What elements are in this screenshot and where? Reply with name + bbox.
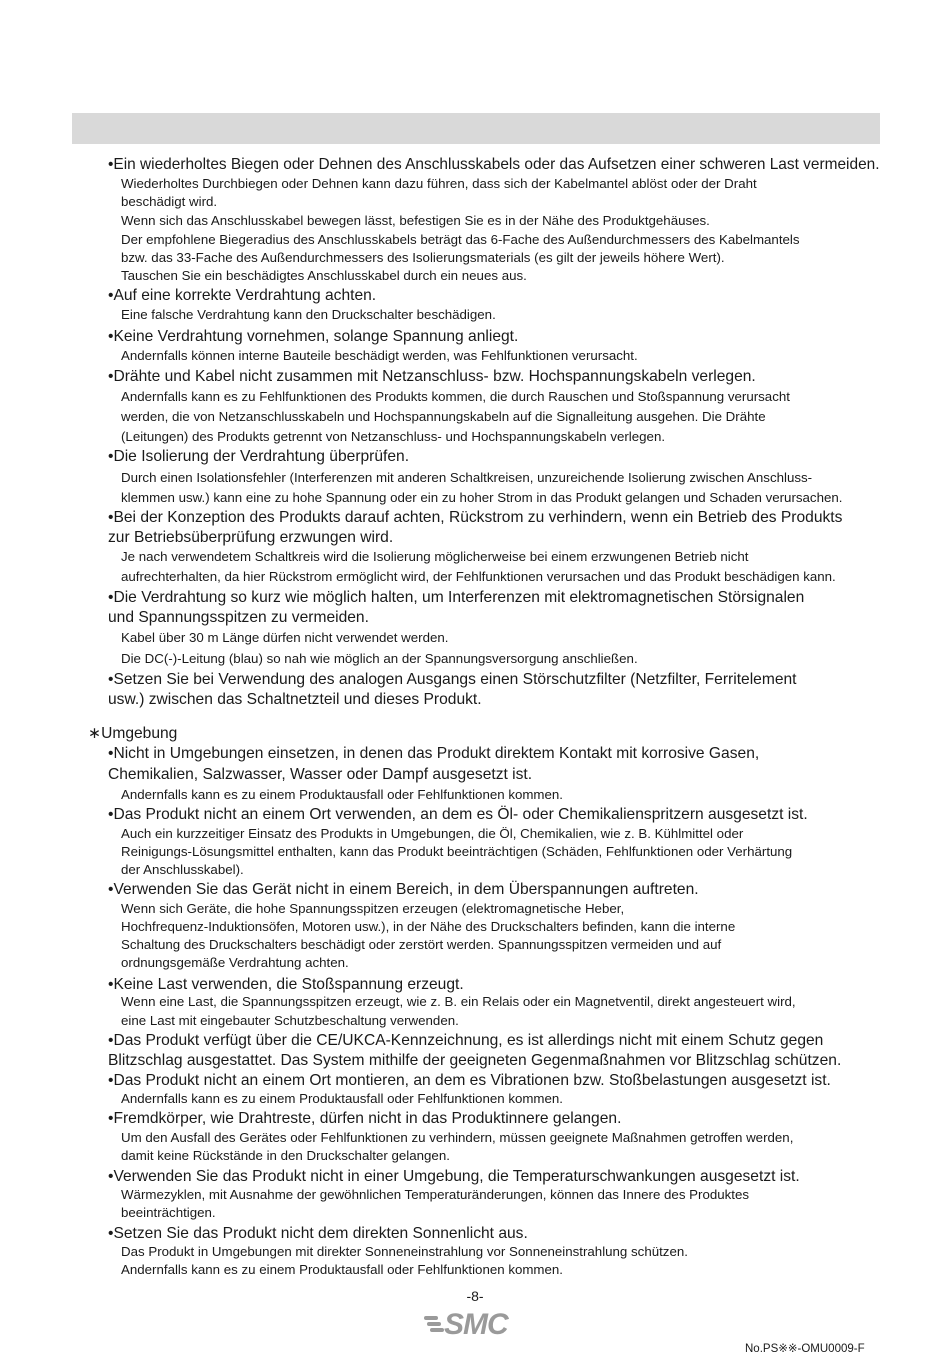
bullet-heading: zur Betriebsüberprüfung erzwungen wird. [108, 529, 394, 546]
body-text: Andernfalls können interne Bauteile beschädigt werden, was Fehlfunktionen verursacht. [121, 348, 638, 363]
body-text: Reinigungs-Lösungsmittel enthalten, kann das Produkt beeinträchtigen (Schäden, Fehlfunktionen oder Verhärtung [121, 844, 793, 859]
document-number: No.PS※※-OMU0009-F [745, 1343, 865, 1355]
body-text: Wenn sich Geräte, die hohe Spannungsspitzen erzeugen (elektromagnetische Heber, [121, 901, 625, 916]
body-text: Wärmezyklen, mit Ausnahme der gewöhnlichen Temperaturänderungen, können das Innere des Produktes [121, 1187, 750, 1202]
page-number: -8- [466, 1288, 484, 1304]
bullet-heading: •Keine Verdrahtung vornehmen, solange Spannung anliegt. [108, 328, 519, 345]
logo-text: SMC [444, 1308, 508, 1339]
body-text: Kabel über 30 m Länge dürfen nicht verwendet werden. [121, 630, 449, 645]
body-text: Wiederholtes Durchbiegen oder Dehnen kann dazu führen, dass sich der Kabelmantel ablöst oder der Draht [121, 176, 757, 191]
smc-logo-icon [424, 1307, 532, 1339]
body-text: ordnungsgemäße Verdrahtung achten. [121, 955, 349, 970]
body-text: damit keine Rückstände in den Druckschalter gelangen. [121, 1148, 450, 1163]
bullet-heading: •Die Verdrahtung so kurz wie möglich halten, um Interferenzen mit elektromagnetischen Störsignalen [108, 589, 805, 606]
body-text: Wenn sich das Anschlusskabel bewegen lässt, befestigen Sie es in der Nähe des Produktgehäuses. [121, 213, 710, 228]
body-text: Wenn eine Last, die Spannungsspitzen erzeugt, wie z. B. ein Relais oder ein Magnetventil, direkt angesteuert wird, [121, 994, 796, 1009]
body-text: Andernfalls kann es zu einem Produktausfall oder Fehlfunktionen kommen. [121, 1262, 563, 1277]
body-text: Andernfalls kann es zu einem Produktausfall oder Fehlfunktionen kommen. [121, 1091, 563, 1106]
body-text: werden, die von Netzanschlusskabeln und Hochspannungskabeln auf die Signalleitung ausgehen. Die Drähte [121, 409, 766, 424]
bullet-heading: •Auf eine korrekte Verdrahtung achten. [108, 287, 377, 304]
bullet-heading: Chemikalien, Salzwasser, Wasser oder Dampf ausgesetzt ist. [108, 766, 533, 783]
section-header-bar [72, 113, 880, 144]
bullet-heading: •Bei der Konzeption des Produkts darauf achten, Rückstrom zu verhindern, wenn ein Betrieb des Produkts [108, 509, 843, 526]
body-text: Andernfalls kann es zu einem Produktausfall oder Fehlfunktionen kommen. [121, 787, 563, 802]
bullet-heading: •Drähte und Kabel nicht zusammen mit Netzanschluss- bzw. Hochspannungskabeln verlegen. [108, 368, 756, 385]
bullet-heading: •Nicht in Umgebungen einsetzen, in denen das Produkt direktem Kontakt mit korrosive Gasen, [108, 745, 760, 762]
body-text: (Leitungen) des Produkts getrennt von Netzanschluss- und Hochspannungskabeln verlegen. [121, 429, 666, 444]
smc-logo [424, 1307, 532, 1344]
bullet-heading: •Setzen Sie bei Verwendung des analogen Ausgangs einen Störschutzfilter (Netzfilter, Ferritelement [108, 671, 797, 688]
body-text: Der empfohlene Biegeradius des Anschlusskabels beträgt das 6-Fache des Außendurchmessers des Kabelmantels [121, 232, 800, 247]
bullet-heading: •Das Produkt verfügt über die CE/UKCA-Kennzeichnung, es ist allerdings nicht mit einem Schutz gegen [108, 1032, 824, 1049]
bullet-heading: und Spannungsspitzen zu vermeiden. [108, 609, 369, 626]
body-text: bzw. das 33-Fache des Außendurchmessers des Isolierungsmaterials (es gilt der jeweils höhere Wert). [121, 250, 725, 265]
bullet-heading: usw.) zwischen das Schaltnetzteil und dieses Produkt. [108, 691, 482, 708]
bullet-heading: •Keine Last verwenden, die Stoßspannung erzeugt. [108, 976, 464, 993]
section-title: ∗Umgebung [88, 725, 178, 742]
body-text: eine Last mit eingebauter Schutzbeschaltung verwenden. [121, 1013, 459, 1028]
bullet-heading: •Die Isolierung der Verdrahtung überprüfen. [108, 448, 410, 465]
bullet-heading: •Das Produkt nicht an einem Ort verwenden, an dem es Öl- oder Chemikalienspritzern ausgesetzt ist. [108, 806, 808, 823]
bullet-heading: Blitzschlag ausgestattet. Das System mithilfe der geeigneten Gegenmaßnahmen vor Blitzschlag schützen. [108, 1052, 842, 1069]
bullet-heading: •Fremdkörper, wie Drahtreste, dürfen nicht in das Produktinnere gelangen. [108, 1110, 622, 1127]
body-text: Die DC(-)-Leitung (blau) so nah wie möglich an der Spannungsversorgung anschließen. [121, 651, 638, 666]
body-text: klemmen usw.) kann eine zu hohe Spannung oder ein zu hoher Strom in das Produkt gelangen und Schaden verursachen. [121, 490, 843, 505]
body-text: Eine falsche Verdrahtung kann den Druckschalter beschädigen. [121, 307, 496, 322]
body-text: Auch ein kurzzeitiger Einsatz des Produkts in Umgebungen, die Öl, Chemikalien, wie z. B. Kühlmittel oder [121, 826, 744, 841]
body-text: Andernfalls kann es zu Fehlfunktionen des Produkts kommen, die durch Rauschen und Stoßspannung verursacht [121, 389, 790, 404]
body-text: beeinträchtigen. [121, 1205, 216, 1220]
body-text: aufrechterhalten, da hier Rückstrom ermöglicht wird, der Fehlfunktionen verursachen und das Produkt beschädigen kann. [121, 569, 836, 584]
body-text: Hochfrequenz-Induktionsöfen, Motoren usw.), in der Nähe des Druckschalters befinden, kann die interne [121, 919, 736, 934]
bullet-heading: •Verwenden Sie das Produkt nicht in einer Umgebung, die Temperaturschwankungen ausgesetzt ist. [108, 1168, 800, 1185]
body-text: Durch einen Isolationsfehler (Interferenzen mit anderen Schaltkreisen, unzureichende Isolierung zwischen Anschluss- [121, 470, 813, 485]
body-text: der Anschlusskabel). [121, 862, 244, 877]
body-text: Schaltung des Druckschalters beschädigt oder zerstört werden. Spannungsspitzen vermeiden und auf [121, 937, 722, 952]
bullet-heading: •Ein wiederholtes Biegen oder Dehnen des Anschlusskabels oder das Aufsetzen einer schweren Last vermeiden. [108, 156, 880, 173]
body-text: Um den Ausfall des Gerätes oder Fehlfunktionen zu verhindern, müssen geeignete Maßnahmen getroffen werden, [121, 1130, 794, 1145]
body-text: beschädigt wird. [121, 194, 218, 209]
body-text: Tauschen Sie ein beschädigtes Anschlusskabel durch ein neues aus. [121, 268, 527, 283]
bullet-heading: •Setzen Sie das Produkt nicht dem direkten Sonnenlicht aus. [108, 1225, 528, 1242]
body-text: Je nach verwendetem Schaltkreis wird die Isolierung möglicherweise bei einem erzwungenen Betrieb nicht [121, 549, 749, 564]
body-text: Das Produkt in Umgebungen mit direkter Sonneneinstrahlung vor Sonneneinstrahlung schützen. [121, 1244, 688, 1259]
bullet-heading: •Das Produkt nicht an einem Ort montieren, an dem es Vibrationen bzw. Stoßbelastungen ausgesetzt ist. [108, 1072, 831, 1089]
bullet-heading: •Verwenden Sie das Gerät nicht in einem Bereich, in dem Überspannungen auftreten. [108, 881, 699, 898]
